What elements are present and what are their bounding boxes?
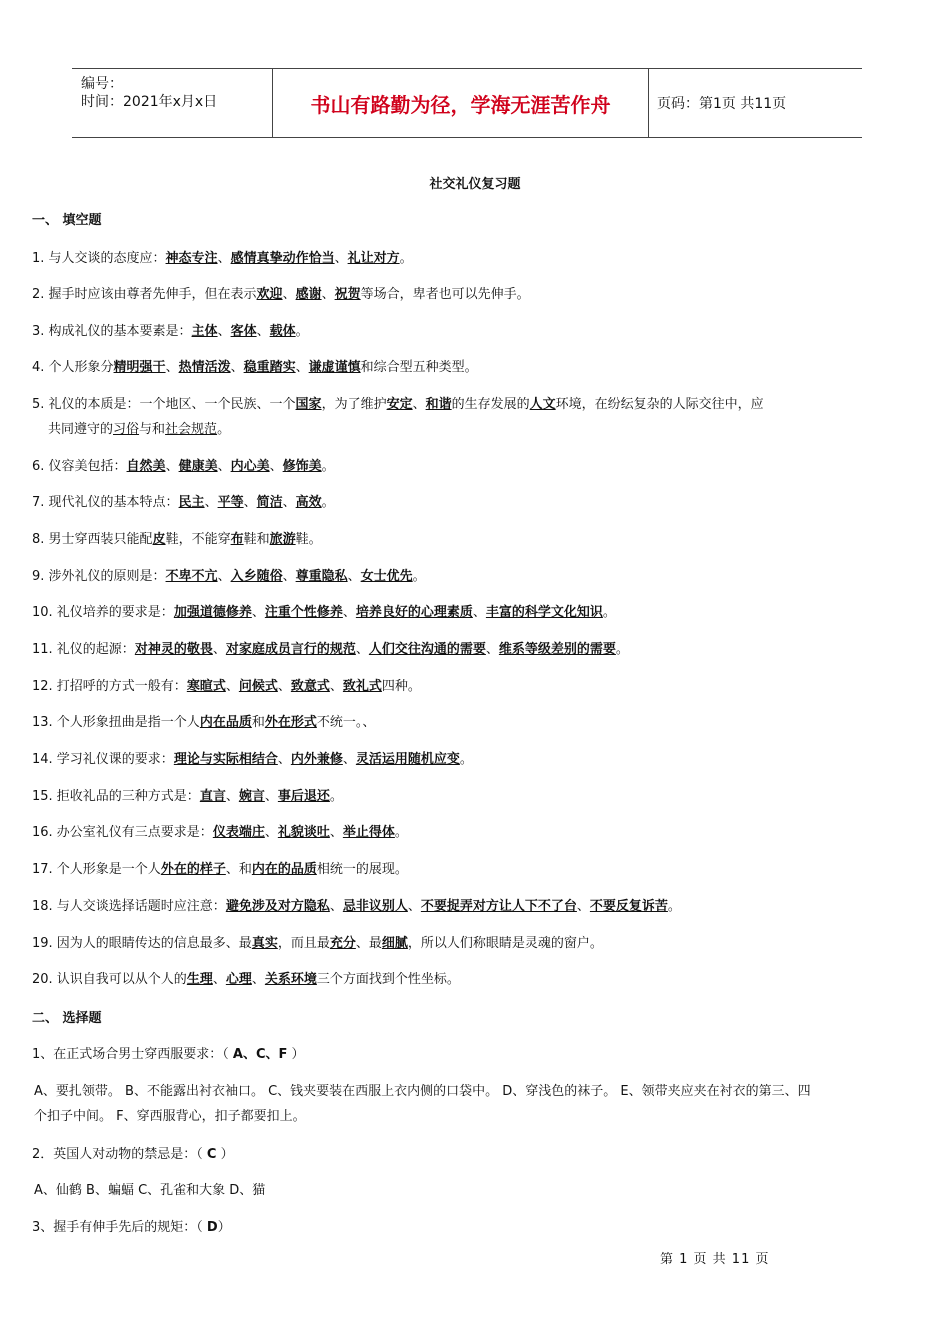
question-7: 7. 现代礼仪的基本特点：民主、平等、简洁、高效。 — [32, 495, 335, 510]
question-5-cont: 共同遵守的习俗与和社会规范。 — [48, 422, 231, 437]
question-9: 9. 涉外礼仪的原则是：不卑不亢、入乡随俗、尊重隐私、女士优先。 — [32, 569, 426, 584]
choice-1: 1、在正式场合男士穿西服要求：（ A、C、F ） — [32, 1047, 305, 1062]
section-fill-in: 一、 填空题 — [32, 213, 102, 228]
doc-title: 社交礼仪复习题 — [429, 177, 521, 192]
question-12: 12. 打招呼的方式一般有：寒暄式、问候式、致意式、致礼式四种。 — [32, 679, 421, 694]
question-17: 17. 个人形象是一个人外在的样子、和内在的品质相统一的展现。 — [32, 862, 408, 877]
question-15: 15. 拒收礼品的三种方式是：直言、婉言、事后退还。 — [32, 789, 343, 804]
header-page-info: 页码：第1页 共11页 — [657, 96, 787, 112]
question-19: 19. 因为人的眼睛传达的信息最多、最真实，而且最充分、最细腻，所以人们称眼睛是灵魂的窗户。 — [32, 936, 603, 951]
number-label: 编号： — [81, 76, 123, 92]
question-18: 18. 与人交谈选择话题时应注意：避免涉及对方隐私、忌非议别人、不要捉弄对方让人下不了台、不要反复诉苦。 — [32, 899, 681, 914]
question-14: 14. 学习礼仪课的要求：理论与实际相结合、内外兼修、灵活运用随机应变。 — [32, 752, 473, 767]
page-footer: 第 1 页 共 11 页 — [660, 1252, 770, 1267]
time-label: 时间：2021年x月x日 — [81, 94, 218, 110]
header-meta — [72, 69, 272, 137]
section-choice: 二、 选择题 — [32, 1011, 102, 1026]
question-3: 3. 构成礼仪的基本要素是：主体、客体、载体。 — [32, 324, 309, 339]
question-6: 6. 仪容美包括：自然美、健康美、内心美、修饰美。 — [32, 459, 335, 474]
question-16: 16. 办公室礼仪有三点要求是：仪表端庄、礼貌谈吐、举止得体。 — [32, 825, 408, 840]
question-5: 5. 礼仪的本质是：一个地区、一个民族、一个国家，为了维护安定、和谐的生存发展的人文环境，在纷纭复杂的人际交往中，应 — [32, 397, 764, 412]
question-10: 10. 礼仪培养的要求是：加强道德修养、注重个性修养、培养良好的心理素质、丰富的科学文化知识。 — [32, 605, 616, 620]
question-11: 11. 礼仪的起源：对神灵的敬畏、对家庭成员言行的规范、人们交往沟通的需要、维系等级差别的需要。 — [32, 642, 629, 657]
choice-1-options-cont: 个扣子中间。 F、穿西服背心，扣子都要扣上。 — [34, 1109, 306, 1124]
question-13: 13. 个人形象扭曲是指一个人内在品质和外在形式不统一。、 — [32, 715, 376, 730]
question-2: 2. 握手时应该由尊者先伸手，但在表示欢迎、感谢、祝贺等场合，卑者也可以先伸手。 — [32, 287, 530, 302]
choice-1-options: A、要扎领带。 B、不能露出衬衣袖口。 C、钱夹要装在西服上衣内侧的口袋中。 D、穿浅色的袜子。 E、领带夹应夹在衬衣的第三、四 — [34, 1084, 811, 1099]
question-20: 20. 认识自我可以从个人的生理、心理、关系环境三个方面找到个性坐标。 — [32, 972, 460, 987]
choice-3: 3、握手有伸手先后的规矩：（ D） — [32, 1220, 231, 1235]
document-header — [72, 68, 862, 138]
choice-2-options: A、仙鹤 B、蝙蝠 C、孔雀和大象 D、猫 — [34, 1183, 266, 1198]
choice-2: 2．英国人对动物的禁忌是：（ C ） — [32, 1147, 234, 1162]
question-1: 1. 与人交谈的态度应：神态专注、感情真挚动作恰当、礼让对方。 — [32, 251, 413, 266]
header-motto: 书山有路勤为径，学海无涯苦作舟 — [272, 69, 649, 137]
question-8: 8. 男士穿西装只能配皮鞋，不能穿布鞋和旅游鞋。 — [32, 532, 322, 547]
question-4: 4. 个人形象分精明强干、热情活泼、稳重踏实、谦虚谨慎和综合型五种类型。 — [32, 360, 478, 375]
